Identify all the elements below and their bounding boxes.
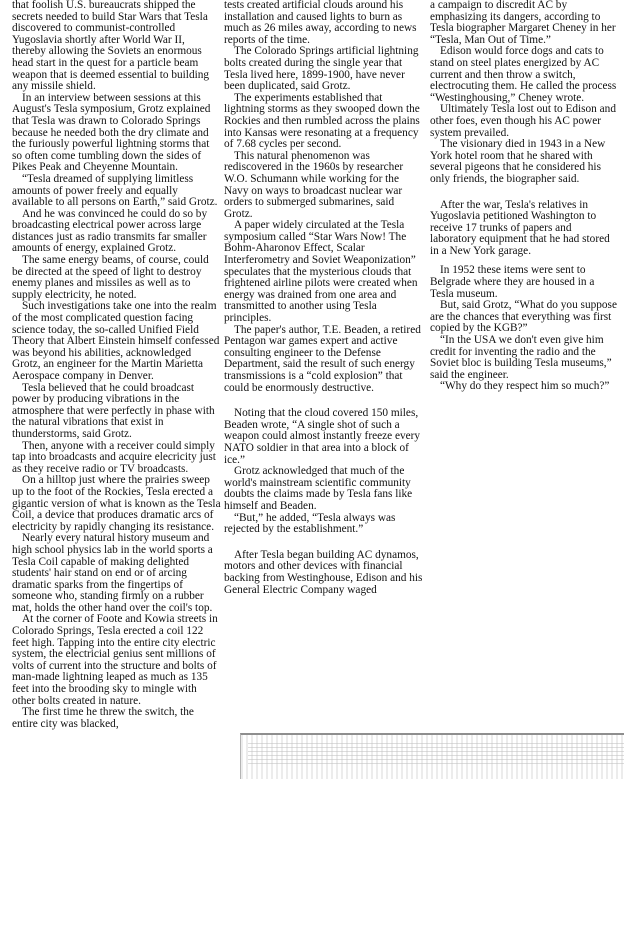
paragraph: Noting that the cloud covered 150 miles, Beaden wrote, “A single shot of such a weapon could almost instantly freeze every NATO soldier in that area into a block of ice.” <box>224 407 421 466</box>
paragraph: “In the USA we don't even give him credit for inventing the radio and the Soviet bloc is building Tesla museums,” said the engineer. <box>430 334 612 381</box>
paragraph: Grotz acknowledged that much of the world's mainstream scientific community doubts the claims made by Tesla fans like himself and Beaden. <box>224 465 413 512</box>
paragraph: After Tesla began building AC dynamos, motors and other devices with financial backing from Westinghouse, Edison and his General Electric Company waged <box>224 548 423 596</box>
paragraph: And he was convinced he could do so by broadcasting electrical power across large distances just as radio transmits far smaller amounts of energy, explained Grotz. <box>12 207 208 255</box>
paragraph: Tesla believed that he could broadcast power by producing vibrations in the atmosphere that were perfectly in phase with the natural vibrations that exist in thunderstorms, said Grotz. <box>12 381 215 440</box>
paragraph: that foolish U.S. bureaucrats shipped the secrets needed to build Star Wars that Tesla discovered to communist-controlled Yugoslavia shortly after World War II, thereby allowing the Soviets an enormous head start in the quest for a particle beam weapon that is deemed essential to building any missile shield. <box>12 0 210 93</box>
paragraph: “Why do they respect him so much?” <box>440 380 610 393</box>
paragraph: The paper's author, T.E. Beaden, a retired Pentagon war games expert and active consulting engineer to the Defense Department, said the result of such energy transmissions is a “cold explosion” that could be enormously destructive. <box>224 323 421 394</box>
paragraph: At the corner of Foote and Kowia streets in Colorado Springs, Tesla erected a coil 122 feet high. Tapping into the entire city electric system, the electricial genius sent millions of volts of current into the structure and bolts of man-made lightning leaped as much as 135 feet into the brooding sky to mingle with other bolts created in nature. <box>12 613 218 707</box>
article-column-2 <box>224 0 423 690</box>
paragraph: In 1952 these items were sent to Belgrade where they are housed in a Tesla museum. <box>430 264 595 300</box>
paragraph: Edison would force dogs and cats to stand on steel plates energized by AC current and then throw a switch, electrocuting them. He called the process “Westinghousing,” Cheney wrote. <box>430 45 617 104</box>
paragraph: In an interview between sessions at this August's Tesla symposium, Grotz explained that Tesla was drawn to Colorado Springs because he needed both the dry climate and the furiously powerful lightning storms that so often come tumbling down the sides of Pikes Peak and Cheyenne Mountain. <box>12 91 211 174</box>
paragraph: A paper widely circulated at the Tesla symposium called “Star Wars Now! The Bohm-Aharonov Effect, Scalar Interferometry and Soviet Weaponization” speculates that the mysterious clouds that frightened airline pilots were created when energy was drained from one area and transmitted to another using Tesla principles. <box>224 219 418 325</box>
paragraph: On a hilltop just where the prairies sweep up to the foot of the Rockies, Tesla erected a gigantic version of what is known as the Tesla Coil, a device that produces dramatic arcs of electricity by rapidly changing its resistance. <box>12 474 221 533</box>
paragraph: This natural phenomenon was rediscovered in the 1960s by researcher W.O. Schumann while working for the Navy on ways to broadcast nuclear war orders to submerged submarines, said Grotz. <box>224 149 404 220</box>
paragraph: The same energy beams, of course, could be directed at the speed of light to destroy enemy planes and missiles as well as to supply electricity, he noted. <box>12 254 209 301</box>
scan-artifact <box>248 740 624 764</box>
paragraph: “But,” he added, “Tesla always was rejected by the establishment.” <box>224 511 396 536</box>
article-column-3 <box>430 0 617 470</box>
paragraph: “Tesla dreamed of supplying limitless amounts of power freely and equally available to all persons on Earth,” said Grotz. <box>12 172 218 209</box>
article-column-1 <box>12 0 221 947</box>
paragraph: The visionary died in 1943 in a New York hotel room that he shared with several pigeons that he considered his only friends, the biographer said. <box>430 138 606 185</box>
paragraph: a campaign to discredit AC by emphasizing its dangers, according to Tesla biographer Margaret Cheney in her “Tesla, Man Out of Time.” <box>430 0 616 46</box>
paragraph: Such investigations take one into the realm of the most complicated question facing science today, the so-called Unified Field Theory that Albert Einstein himself confessed was beyond his abilities, acknowledged Grotz, an engineer for the Martin Marietta Aerospace company in Denver. <box>12 300 220 382</box>
paragraph: Nearly every natural history museum and high school physics lab in the world sports a Tesla Coil capable of making delighted students' hair stand on end or of arcing dramatic sparks from the fingertips of someone who, standing firmly on a rubber mat, holds the other hand over the coil's top. <box>12 532 213 614</box>
paragraph: The first time he threw the switch, the entire city was blacked, <box>12 706 194 730</box>
paragraph: tests created artificial clouds around his installation and caused lights to burn as much as 26 miles away, according to news reports of the time. <box>224 0 417 46</box>
paragraph: But, said Grotz, “What do you suppose are the chances that everything was first copied by the KGB?” <box>430 299 617 335</box>
paragraph: After the war, Tesla's relatives in Yugoslavia petitioned Washington to receive 17 trunks of papers and laboratory equipment that he had stored in a New York garage. <box>430 198 610 257</box>
paragraph: Ultimately Tesla lost out to Edison and other foes, even though his AC power system prevailed. <box>430 103 616 139</box>
paragraph: Then, anyone with a receiver could simply tap into broadcasts and acquire elecricity just as they receive radio or TV broadcasts. <box>12 439 216 475</box>
paragraph: The Colorado Springs artificial lightning bolts created during the single year that Tesla lived here, 1899-1900, have never been duplicated, said Grotz. <box>224 45 419 93</box>
paragraph: The experiments established that lightning storms as they swooped down the Rockies and then rumbled across the plains into Kansas were resonating at a frequency of 7.68 cycles per second. <box>224 91 420 151</box>
